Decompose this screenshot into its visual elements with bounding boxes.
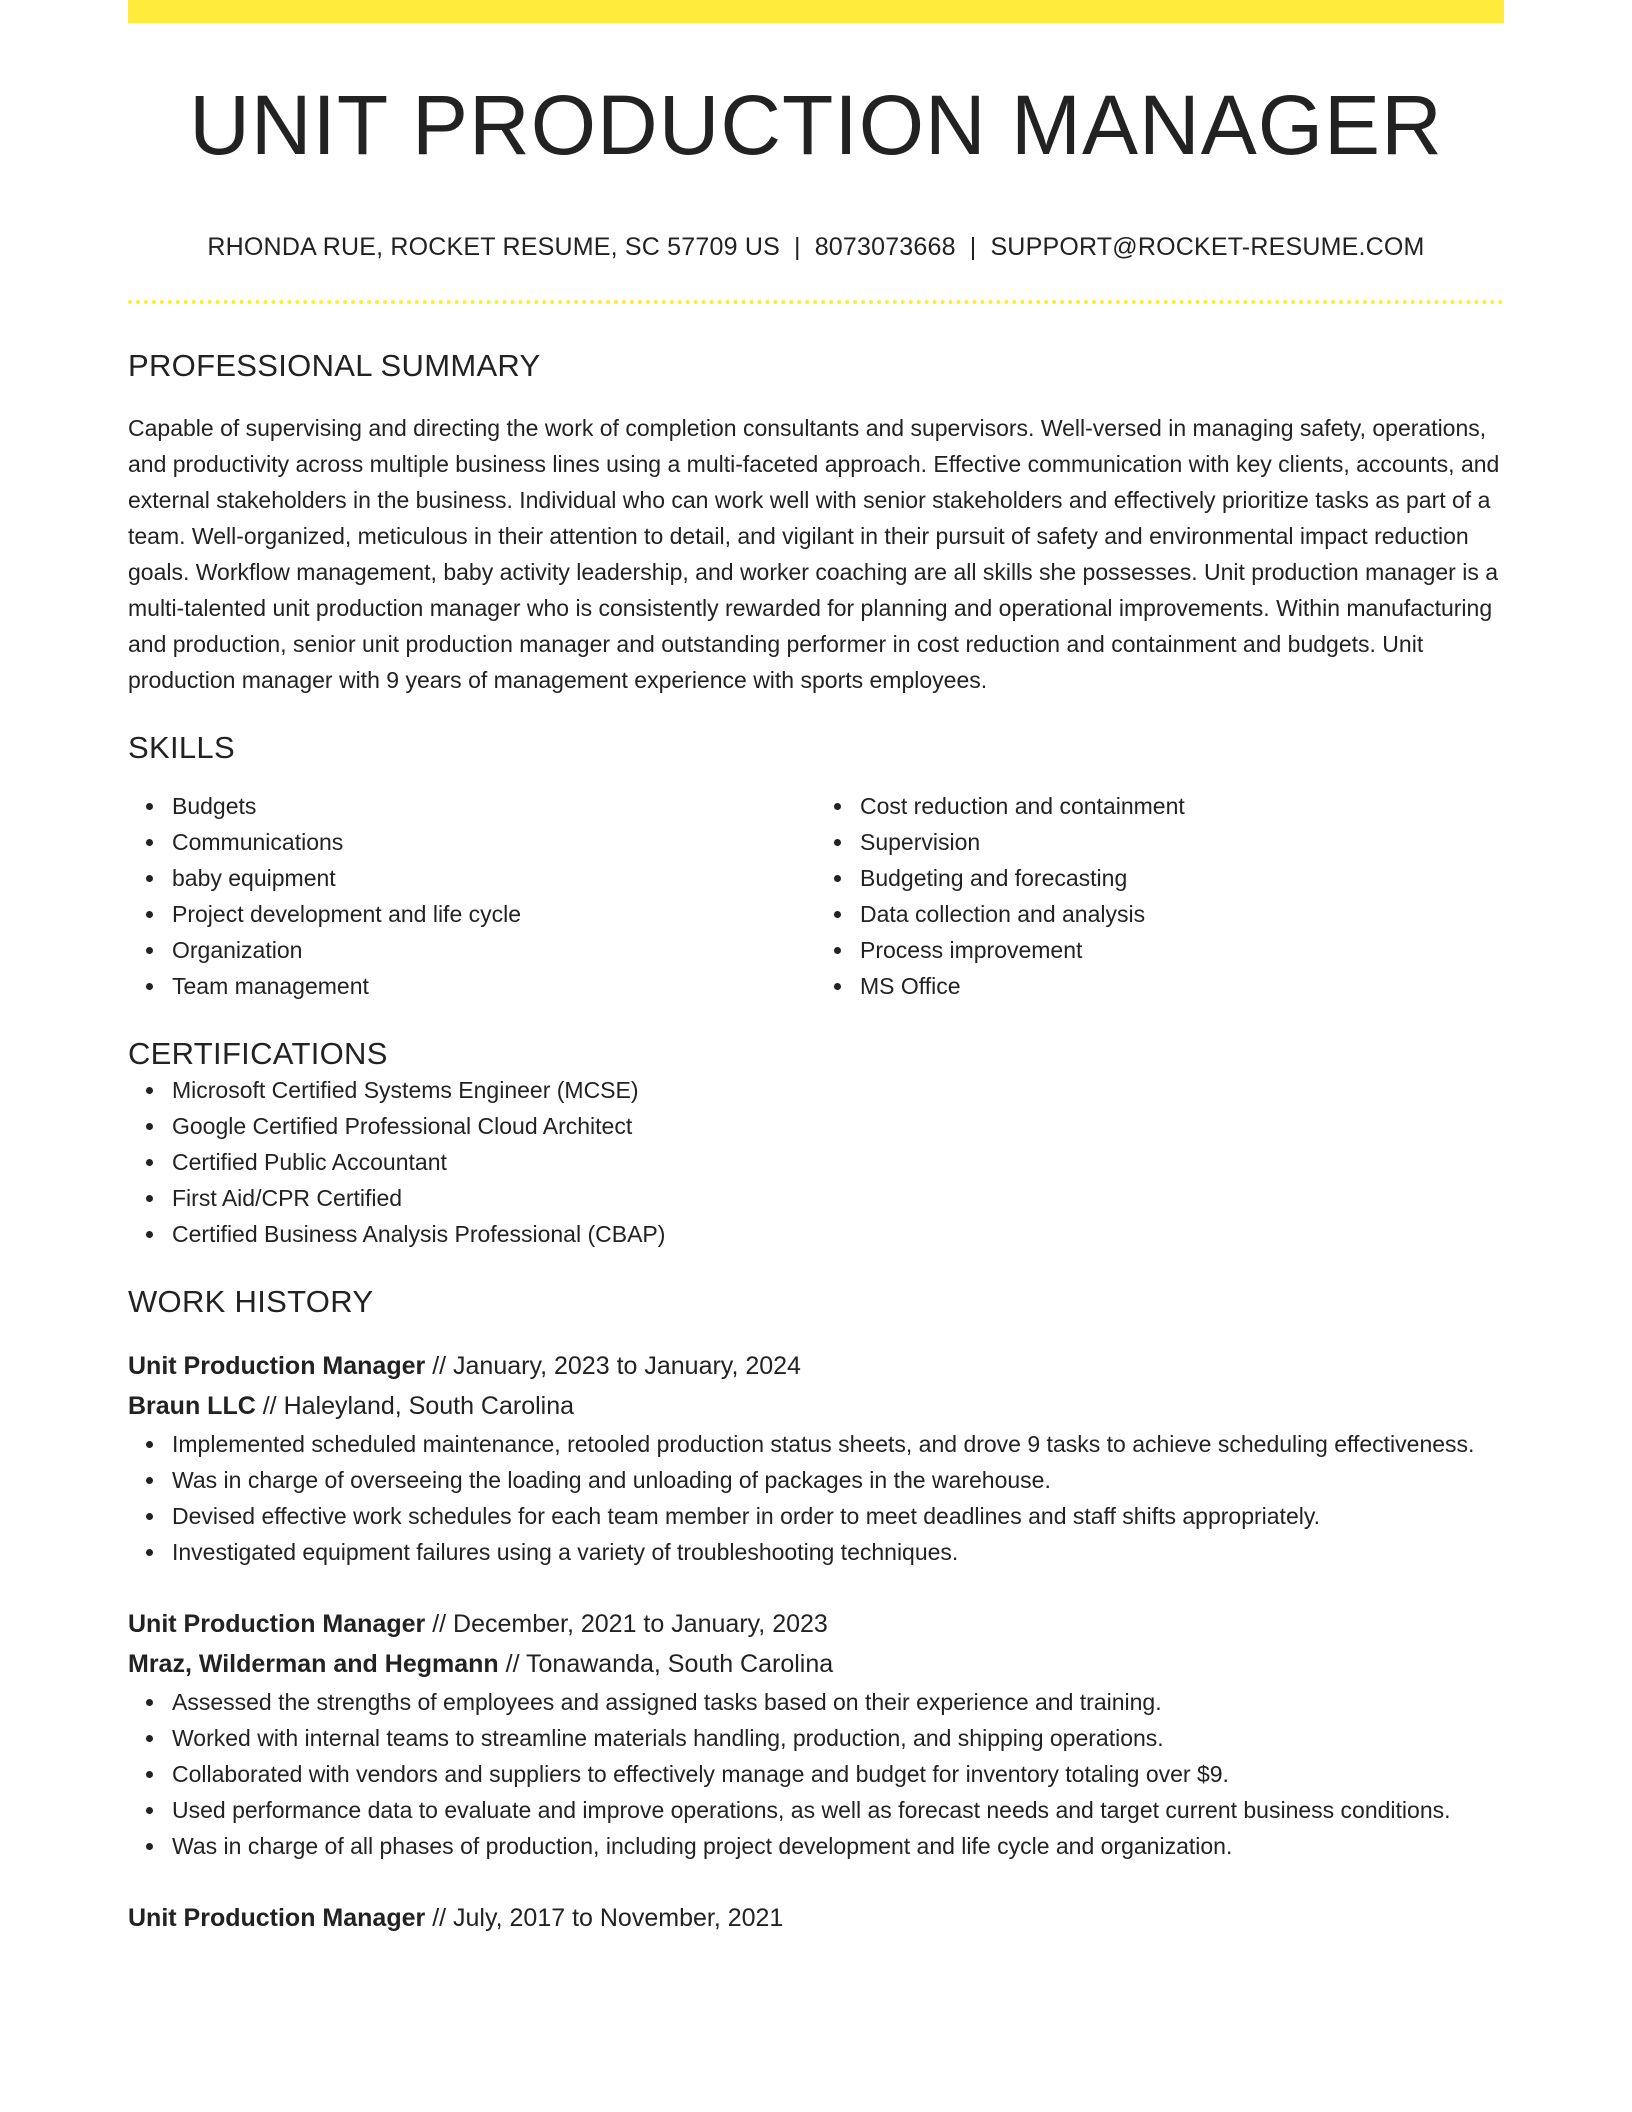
job-entry <box>128 1604 1504 1864</box>
job-bullets <box>128 1426 1504 1570</box>
skills-column-right <box>816 788 1504 1004</box>
resume-title: UNIT PRODUCTION MANAGER <box>189 78 1443 172</box>
job-company: Braun LLC <box>128 1392 256 1420</box>
job-location: // Tonawanda, South Carolina <box>505 1650 834 1678</box>
skills-column-left <box>128 788 816 1004</box>
job-bullet: Worked with internal teams to streamline materials handling, production, and shipping operations. <box>172 1720 1504 1756</box>
job-bullet: Was in charge of all phases of production, including project development and life cycle and organization. <box>172 1828 1504 1864</box>
skill-item: Budgets <box>172 788 816 824</box>
job-title-line <box>128 1898 1504 1938</box>
contact-phone: 8073073668 <box>814 233 956 261</box>
contact-separator: | <box>969 233 977 261</box>
skill-item: Communications <box>172 824 816 860</box>
certification-item: Microsoft Certified Systems Engineer (MCSE) <box>172 1072 1504 1108</box>
skill-item: Budgeting and forecasting <box>860 860 1504 896</box>
job-title-line <box>128 1604 1504 1644</box>
skill-item: Organization <box>172 932 816 968</box>
skill-item: Data collection and analysis <box>860 896 1504 932</box>
job-company-line <box>128 1644 1504 1684</box>
job-bullet: Was in charge of overseeing the loading and unloading of packages in the warehouse. <box>172 1462 1504 1498</box>
work-history-heading: WORK HISTORY <box>128 1284 374 1319</box>
job-entry <box>128 1346 1504 1570</box>
skill-item: MS Office <box>860 968 1504 1004</box>
job-bullet: Assessed the strengths of employees and assigned tasks based on their experience and training. <box>172 1684 1504 1720</box>
job-title: Unit Production Manager <box>128 1352 426 1380</box>
certification-item: Google Certified Professional Cloud Architect <box>172 1108 1504 1144</box>
skill-item: Cost reduction and containment <box>860 788 1504 824</box>
job-title-line <box>128 1346 1504 1386</box>
skills-heading: SKILLS <box>128 730 235 765</box>
job-bullets <box>128 1684 1504 1864</box>
certification-item: Certified Public Accountant <box>172 1144 1504 1180</box>
certification-item: First Aid/CPR Certified <box>172 1180 1504 1216</box>
contact-line <box>128 233 1504 262</box>
job-company-line <box>128 1386 1504 1426</box>
job-title: Unit Production Manager <box>128 1610 426 1638</box>
job-bullet: Devised effective work schedules for each team member in order to meet deadlines and staff shifts appropriately. <box>172 1498 1504 1534</box>
job-entry <box>128 1898 1504 1938</box>
resume-page <box>128 0 1504 1938</box>
job-bullet: Used performance data to evaluate and improve operations, as well as forecast needs and target current business conditions. <box>172 1792 1504 1828</box>
contact-email: SUPPORT@ROCKET-RESUME.COM <box>990 233 1425 261</box>
job-dates: // January, 2023 to January, 2024 <box>432 1352 801 1380</box>
certifications-list <box>128 1072 1504 1252</box>
summary-heading: PROFESSIONAL SUMMARY <box>128 348 541 383</box>
job-bullet: Implemented scheduled maintenance, retooled production status sheets, and drove 9 tasks to achieve scheduling effectiveness. <box>172 1426 1504 1462</box>
skill-item: Process improvement <box>860 932 1504 968</box>
contact-address: RHONDA RUE, ROCKET RESUME, SC 57709 US <box>207 233 780 261</box>
job-location: // Haleyland, South Carolina <box>262 1392 575 1420</box>
certification-item: Certified Business Analysis Professional (CBAP) <box>172 1216 1504 1252</box>
skills-list <box>128 788 1504 1004</box>
job-dates: // July, 2017 to November, 2021 <box>432 1904 784 1932</box>
skill-item: Supervision <box>860 824 1504 860</box>
contact-separator: | <box>793 233 801 261</box>
header-divider <box>128 300 1504 304</box>
job-title: Unit Production Manager <box>128 1904 426 1932</box>
summary-text: Capable of supervising and directing the work of completion consultants and supervisors. Well-versed in managing safety, operations, and productivity across multiple business lines using a multi-faceted approach. Effective communication with key clients, accounts, and external stakeholders in the business. Individual who can work well with senior stakeholders and effectively prioritize tasks as part of a team. Well-organized, meticulous in their attention to detail, and vigilant in their pursuit of safety and environmental impact reduction goals. Workflow management, baby activity leadership, and worker coaching are all skills she possesses. Unit production manager is a multi-talented unit production manager who is consistently rewarded for planning and operational improvements. Within manufacturing and production, senior unit production manager and outstanding performer in cost reduction and containment and budgets. Unit production manager with 9 years of management experience with sports employees. <box>128 415 1500 693</box>
job-dates: // December, 2021 to January, 2023 <box>432 1610 828 1638</box>
job-bullet: Collaborated with vendors and suppliers to effectively manage and budget for inventory totaling over $9. <box>172 1756 1504 1792</box>
skill-item: Team management <box>172 968 816 1004</box>
certifications-heading: CERTIFICATIONS <box>128 1036 388 1071</box>
top-accent-bar <box>128 0 1504 23</box>
job-bullet: Investigated equipment failures using a variety of troubleshooting techniques. <box>172 1534 1504 1570</box>
skill-item: baby equipment <box>172 860 816 896</box>
job-company: Mraz, Wilderman and Hegmann <box>128 1650 499 1678</box>
skill-item: Project development and life cycle <box>172 896 816 932</box>
